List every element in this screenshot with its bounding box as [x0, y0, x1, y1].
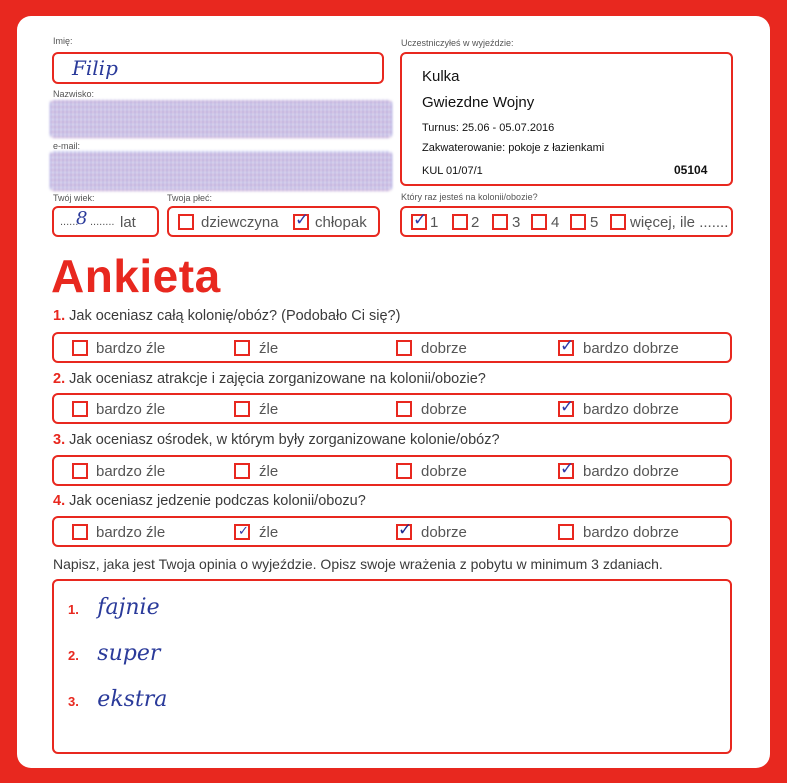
gender-label: Twoja płeć:	[167, 193, 213, 203]
survey-sheet	[17, 16, 770, 768]
question-number: 4.	[53, 493, 66, 509]
option-label: bardzo dobrze	[583, 524, 679, 541]
question-number: 3.	[53, 432, 66, 448]
q2-good-checkbox[interactable]	[396, 401, 412, 417]
times-2-checkbox[interactable]	[452, 214, 468, 230]
question-number: 2.	[53, 371, 66, 387]
check-mark: ✓	[560, 336, 575, 356]
times-3-label: 3	[512, 214, 521, 231]
option-label: źle	[259, 524, 279, 541]
times-5-label: 5	[590, 214, 599, 231]
check-mark: ✓	[560, 397, 575, 417]
q4-very-good-checkbox[interactable]	[558, 524, 574, 540]
q3-bad-checkbox[interactable]	[234, 463, 250, 479]
option-label: bardzo źle	[96, 340, 166, 357]
q2-very-bad-checkbox[interactable]	[72, 401, 88, 417]
option-label: dobrze	[421, 463, 467, 480]
option-label: bardzo dobrze	[583, 463, 679, 480]
trip-code: KUL 01/07/1	[422, 165, 483, 177]
q1-very-good-checkbox[interactable]	[558, 336, 575, 356]
times-1-checkbox[interactable]	[411, 210, 428, 230]
times-4-checkbox[interactable]	[531, 214, 547, 230]
q2-very-good-checkbox[interactable]	[558, 397, 575, 417]
question-4	[53, 493, 366, 509]
line-text: super	[97, 641, 161, 666]
question-2	[53, 371, 486, 387]
trip-turnus: Turnus: 25.06 - 05.07.2016	[422, 122, 555, 134]
question-text: Jak oceniasz jedzenie podczas kolonii/obozu?	[69, 493, 366, 509]
check-mark: ✓	[398, 520, 413, 540]
trip-name: Kulka	[422, 68, 460, 85]
option-label: bardzo dobrze	[583, 401, 679, 418]
q3-very-bad-checkbox[interactable]	[72, 463, 88, 479]
age-field[interactable]	[52, 206, 159, 237]
times-field	[400, 206, 733, 237]
answer-row-1	[52, 332, 732, 363]
name-value: Filip	[72, 56, 118, 80]
times-more-checkbox[interactable]	[610, 214, 626, 230]
q4-bad-checkbox[interactable]	[234, 524, 250, 540]
times-1-label: 1	[430, 214, 439, 231]
answer-row-2	[52, 393, 732, 424]
times-5-checkbox[interactable]	[570, 214, 586, 230]
age-label: Twój wiek:	[53, 193, 95, 203]
check-mark: ✓	[413, 210, 428, 230]
line-text: fajnie	[97, 595, 160, 620]
opinion-prompt: Napisz, jaka jest Twoja opinia o wyjeździe. Opisz swoje wrażenia z pobytu w minimum 3 zdaniach.	[53, 556, 663, 572]
name-label: Imię:	[53, 36, 73, 46]
q1-bad-checkbox[interactable]	[234, 340, 250, 356]
gender-male-checkbox[interactable]	[293, 210, 310, 230]
check-mark: ✓	[295, 210, 310, 230]
option-label: bardzo źle	[96, 524, 166, 541]
email-redacted	[50, 151, 392, 191]
q3-very-good-checkbox[interactable]	[558, 459, 575, 479]
age-dots-right: ........	[90, 216, 115, 228]
times-label: Który raz jesteś na kolonii/obozie?	[401, 192, 538, 202]
q1-good-checkbox[interactable]	[396, 340, 412, 356]
email-label: e-mail:	[53, 141, 81, 151]
option-label: dobrze	[421, 401, 467, 418]
age-unit: lat	[120, 214, 136, 231]
trip-info-box	[400, 52, 733, 186]
question-3	[53, 432, 500, 448]
q1-very-bad-checkbox[interactable]	[72, 340, 88, 356]
gender-male-label: chłopak	[315, 214, 367, 231]
times-4-label: 4	[551, 214, 560, 231]
opinion-line-1	[68, 595, 160, 620]
answer-row-4	[52, 516, 732, 547]
q4-good-checkbox[interactable]	[396, 520, 413, 540]
option-label: bardzo źle	[96, 463, 166, 480]
surname-redacted	[50, 100, 392, 138]
q3-good-checkbox[interactable]	[396, 463, 412, 479]
check-mark: ✓	[560, 459, 575, 479]
times-3-checkbox[interactable]	[492, 214, 508, 230]
age-dots: ......	[60, 216, 79, 228]
opinion-field[interactable]	[52, 579, 732, 754]
line-number: 1.	[68, 602, 79, 617]
name-field[interactable]	[52, 52, 384, 84]
line-number: 2.	[68, 648, 79, 663]
opinion-line-3	[68, 687, 167, 712]
answer-row-3	[52, 455, 732, 486]
option-label: bardzo źle	[96, 401, 166, 418]
option-label: dobrze	[421, 340, 467, 357]
option-label: bardzo dobrze	[583, 340, 679, 357]
age-value: 8	[76, 208, 88, 229]
gender-female-checkbox[interactable]	[178, 214, 194, 230]
times-more-label: więcej, ile .......	[630, 214, 729, 231]
trip-theme: Gwiezdne Wojny	[422, 94, 535, 111]
option-label: źle	[259, 340, 279, 357]
gender-field	[167, 206, 380, 237]
question-text: Jak oceniasz ośrodek, w którym były zorganizowane kolonie/obóz?	[69, 432, 500, 448]
surname-label: Nazwisko:	[53, 89, 95, 99]
option-label: dobrze	[421, 524, 467, 541]
line-number: 3.	[68, 694, 79, 709]
question-number: 1.	[53, 308, 66, 324]
gender-female-label: dziewczyna	[201, 214, 279, 231]
opinion-line-2	[68, 641, 160, 666]
q2-bad-checkbox[interactable]	[234, 401, 250, 417]
option-label: źle	[259, 401, 279, 418]
q4-very-bad-checkbox[interactable]	[72, 524, 88, 540]
question-text: Jak oceniasz atrakcje i zajęcia zorganizowane na kolonii/obozie?	[69, 371, 486, 387]
option-label: źle	[259, 463, 279, 480]
times-2-label: 2	[471, 214, 480, 231]
line-text: ekstra	[97, 687, 168, 712]
question-1	[53, 308, 400, 324]
trip-label: Uczestniczyłeś w wyjeździe:	[401, 38, 514, 48]
question-text: Jak oceniasz całą kolonię/obóz? (Podobało Ci się?)	[69, 308, 401, 324]
check-mark: ✓	[238, 524, 249, 539]
trip-accommodation: Zakwaterowanie: pokoje z łazienkami	[422, 142, 605, 154]
survey-title: Ankieta	[51, 250, 221, 302]
trip-number: 05104	[674, 163, 708, 177]
